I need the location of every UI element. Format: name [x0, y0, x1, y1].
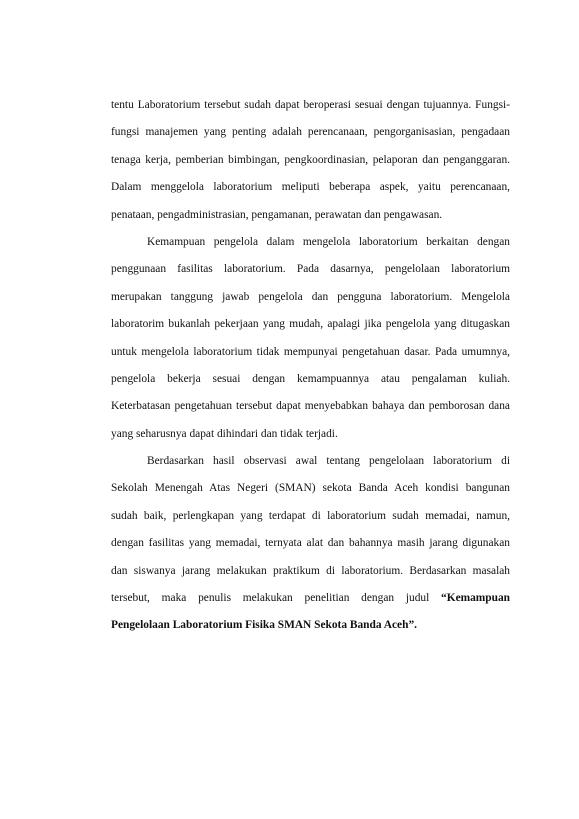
text-line: penataan, pengadministrasian, pengamanan, perawatan dan pengawasan.	[111, 208, 443, 221]
paragraph-1	[111, 92, 510, 229]
paragraph-3	[111, 448, 510, 640]
text-line: untuk mengelola laboratorium tidak mempunyai pengetahuan dasar. Pada umumnya,	[111, 345, 510, 358]
paragraph-2	[111, 229, 510, 448]
research-title-start: “Kemampuan	[441, 592, 510, 605]
text-line: penggunaan fasilitas laboratorium. Pada dasarnya, pengelolaan laboratorium	[111, 263, 510, 276]
text-line: Keterbatasan pengetahuan tersebut dapat menyebabkan bahaya dan pemborosan dana	[111, 400, 510, 413]
text-line: merupakan tanggung jawab pengelola dan pengguna laboratorium. Mengelola	[111, 290, 510, 303]
text-line: dan siswanya jarang melakukan praktikum di laboratorium. Berdasarkan masalah	[111, 564, 510, 577]
research-title-end: Pengelolaan Laboratorium Fisika SMAN Sekota Banda Aceh”.	[111, 619, 417, 632]
text-line: sudah baik, perlengkapan yang terdapat di laboratorium sudah memadai, namun,	[111, 509, 510, 522]
text-line: laboratorim bukanlah pekerjaan yang mudah, apalagi jika pengelola yang ditugaskan	[111, 318, 510, 331]
text-line: Sekolah Menengah Atas Negeri (SMAN) sekota Banda Aceh kondisi bangunan	[111, 482, 510, 495]
document-page	[111, 92, 510, 640]
text-line: dengan fasilitas yang memadai, ternyata alat dan bahannya masih jarang digunakan	[111, 537, 510, 550]
text-line: Kemampuan pengelola dalam mengelola laboratorium berkaitan dengan	[147, 235, 510, 248]
text-line: tenaga kerja, pemberian bimbingan, pengkoordinasian, pelaporan dan penganggaran.	[111, 153, 510, 166]
text-line: Dalam menggelola laboratorium meliputi beberapa aspek, yaitu perencanaan,	[111, 181, 510, 194]
text-line: pengelola bekerja sesuai dengan kemampuannya atau pengalaman kuliah.	[111, 372, 510, 385]
text-line: tentu Laboratorium tersebut sudah dapat beroperasi sesuai dengan tujuannya. Fungsi-	[111, 99, 510, 111]
text-line: fungsi manajemen yang penting adalah perencanaan, pengorganisasian, pengadaan	[111, 126, 510, 139]
text-line-plain-part: tersebut, maka penulis melakukan penelitian dengan judul	[111, 592, 442, 605]
text-line: Berdasarkan hasil observasi awal tentang pengelolaan laboratorium di	[147, 455, 510, 468]
text-line-with-title-start	[111, 585, 510, 612]
text-line: yang seharusnya dapat dihindari dan tidak terjadi.	[111, 427, 338, 440]
